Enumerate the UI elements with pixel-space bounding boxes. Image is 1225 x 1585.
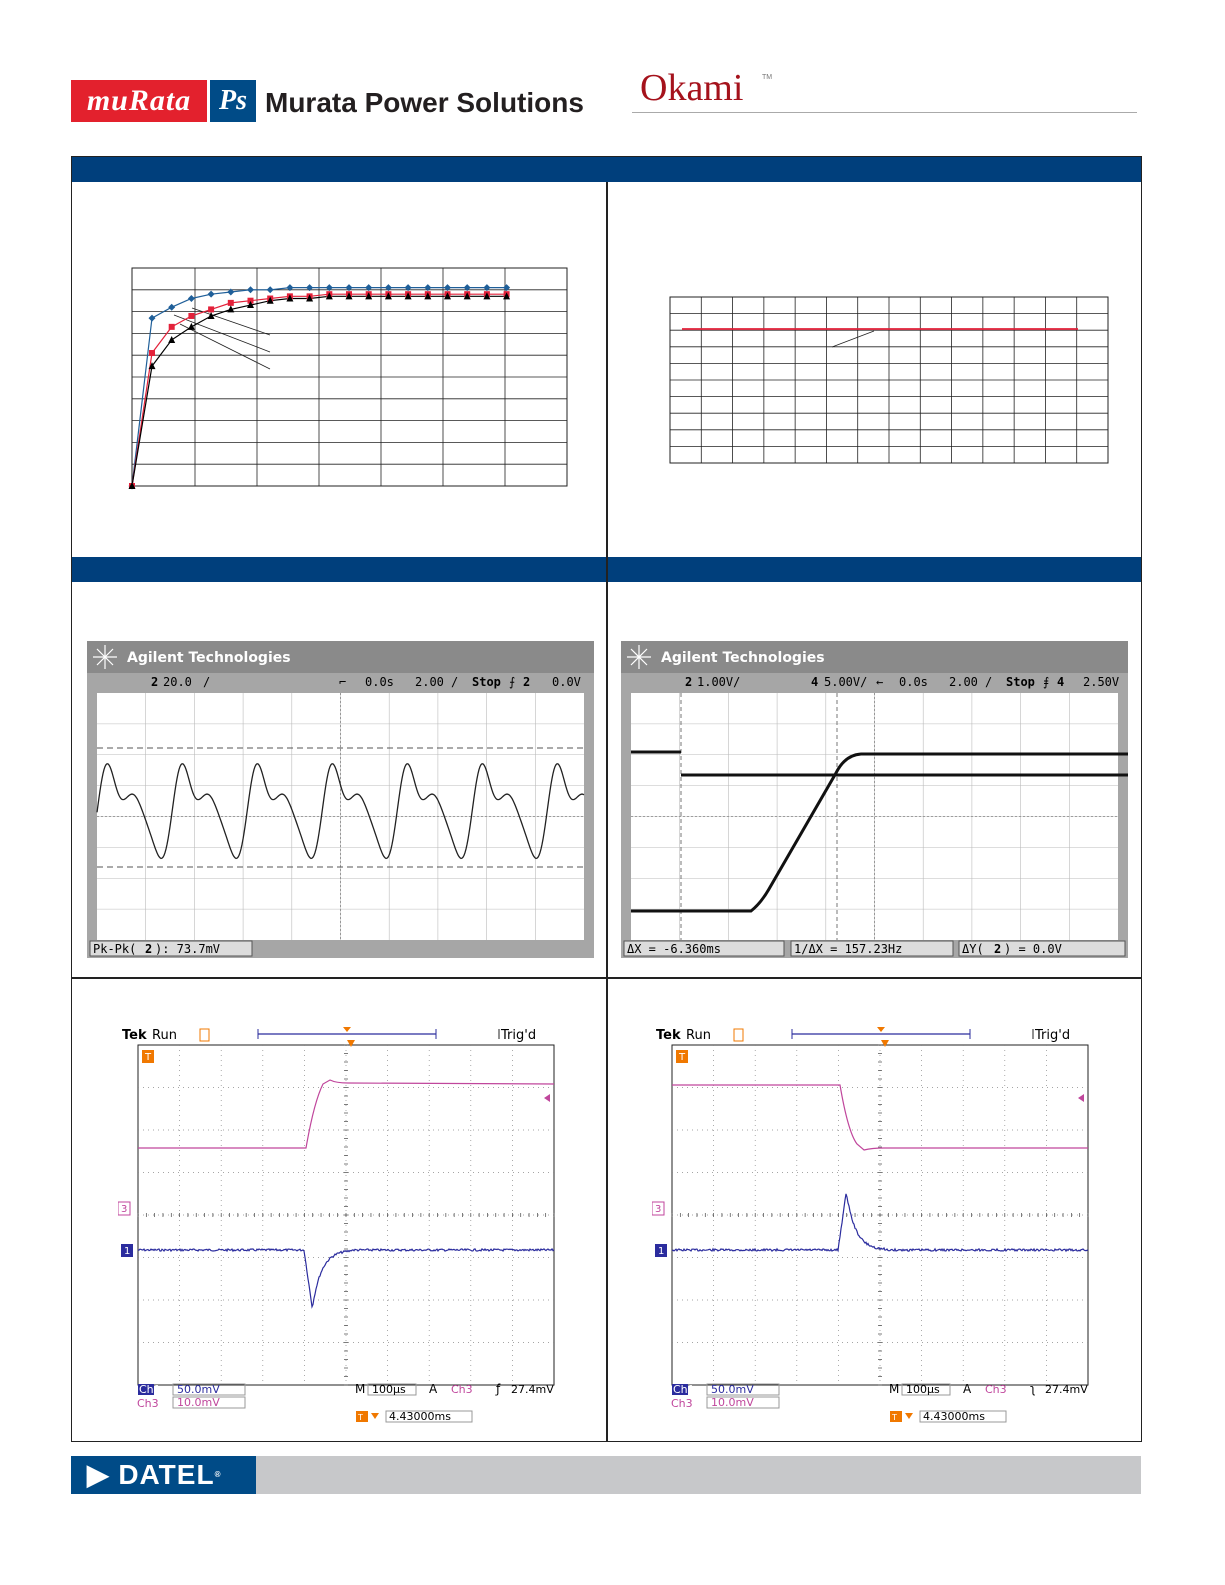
trig-status: Trig'd: [501, 1028, 537, 1043]
run-status: Run: [152, 1028, 177, 1043]
startup-scope: [621, 641, 1128, 958]
ch3-label: Ch3: [137, 1397, 159, 1410]
okami-trademark: TM: [762, 74, 773, 81]
delta-y-channel: 2: [994, 942, 1002, 956]
company-name: Murata Power Solutions: [265, 87, 584, 118]
series-1-point-4: [208, 306, 214, 312]
section-bar-top: [72, 157, 1141, 182]
measure-channel: 2: [145, 942, 153, 956]
ch4-number: 4: [811, 675, 819, 689]
transient-scope-load-up: [118, 1022, 563, 1427]
delta-y-value: ) = 0.0V: [1004, 942, 1062, 956]
measure-label: Pk-Pk(: [93, 942, 137, 956]
trigger-position: 4.43000ms: [923, 1410, 985, 1423]
ch1-marker: 1: [658, 1246, 665, 1257]
series-0-point-6: [247, 286, 254, 293]
ps-logo: Ps: [210, 80, 256, 122]
row-divider: [72, 977, 1141, 979]
trigger-edge-icon: ⨎: [1043, 675, 1050, 689]
ch2-number: 2: [685, 675, 693, 689]
series-0-point-4: [208, 291, 215, 298]
channel-unit: /: [203, 675, 211, 689]
series-1-point-2: [169, 324, 175, 330]
tek-brand: Tek: [122, 1028, 147, 1043]
trigger-source: Ch3: [985, 1383, 1007, 1396]
scope-brand: Agilent Technologies: [127, 650, 291, 666]
series-0-point-2: [168, 304, 175, 311]
series-0-point-7: [267, 286, 274, 293]
run-status: Run: [686, 1028, 711, 1043]
regulation-chart: [660, 290, 1120, 470]
timebase: 100µs: [906, 1383, 940, 1396]
efficiency-chart-grid: [132, 268, 567, 486]
column-divider: [606, 182, 608, 1441]
channel-scale: 20.0: [163, 675, 192, 689]
delta-x: ΔX = -6.360ms: [627, 942, 721, 956]
regulation-chart-lines: [682, 329, 1078, 347]
stop-label: Stop: [1006, 675, 1035, 689]
a-label: A: [429, 1382, 438, 1396]
series-0-point-3: [188, 295, 195, 302]
ch1-label: Ch1: [139, 1383, 161, 1396]
ch1-scale: 50.0mV: [177, 1383, 220, 1396]
header-rule: [632, 112, 1137, 113]
m-label: M: [889, 1382, 900, 1396]
arrow-icon: ←: [876, 675, 884, 689]
trigger-level: 2.50V: [1083, 675, 1120, 689]
time-unit: /: [985, 675, 993, 689]
datel-icon: ▶: [87, 1459, 119, 1490]
series-2-point-2: [168, 336, 175, 343]
trigger-position-icon: T: [892, 1413, 897, 1422]
ripple-scope: [87, 641, 594, 958]
scope-brand: Agilent Technologies: [661, 650, 825, 666]
regulation-chart-grid: [670, 297, 1108, 463]
ch1-label: Ch1: [673, 1383, 695, 1396]
trigger-level: 27.4mV: [511, 1383, 554, 1396]
measure-value: ): 73.7mV: [155, 942, 221, 956]
series-2-point-3: [188, 323, 195, 330]
ch3-marker: 3: [655, 1204, 662, 1215]
ch2-scale: 1.00V/: [697, 675, 741, 689]
trigger-position-icon: T: [358, 1413, 363, 1422]
okami-logo: Okami: [640, 67, 744, 109]
trigger-level: 0.0V: [552, 675, 581, 689]
trigger-level: 27.4mV: [1045, 1383, 1088, 1396]
transient-scope-load-down: [652, 1022, 1097, 1427]
series-0-point-1: [149, 315, 156, 322]
a-label: A: [963, 1382, 972, 1396]
trigger-edge-icon: ƒ: [496, 1382, 501, 1396]
inverse-delta-x: 1/ΔX = 157.23Hz: [794, 942, 903, 956]
trigger-source: Ch3: [451, 1383, 473, 1396]
m-label: M: [355, 1382, 366, 1396]
series-1-point-1: [149, 350, 155, 356]
ch3-scale: 10.0mV: [711, 1396, 754, 1409]
series-1-point-3: [188, 313, 194, 319]
time-offset: 0.0s: [899, 675, 928, 689]
ch3-label: Ch3: [671, 1397, 693, 1410]
time-unit: /: [451, 675, 459, 689]
efficiency-chart: [120, 260, 580, 500]
stop-label: Stop: [472, 675, 501, 689]
ch1-scale: 50.0mV: [711, 1383, 754, 1396]
trigger-channel: 2: [523, 675, 531, 689]
trigger-edge-icon: ʅ: [1030, 1382, 1036, 1396]
ch1-marker: 1: [124, 1246, 131, 1257]
trigger-position: 4.43000ms: [389, 1410, 451, 1423]
trigger-marker: T: [679, 1052, 686, 1063]
series-1-point-5: [228, 300, 234, 306]
trigger-marker-icon: ⌐: [339, 675, 347, 689]
murata-logo: muRata: [71, 80, 207, 122]
leader-line: [832, 331, 874, 347]
trigger-channel: 4: [1057, 675, 1065, 689]
datel-logo: ▶ DATEL®: [71, 1456, 256, 1494]
channel-number: 2: [151, 675, 159, 689]
ch4-scale: 5.00V/: [824, 675, 868, 689]
time-offset: 0.0s: [365, 675, 394, 689]
time-div: 2.00: [949, 675, 978, 689]
tek-brand: Tek: [656, 1028, 681, 1043]
time-div: 2.00: [415, 675, 444, 689]
trigger-marker: T: [145, 1052, 152, 1063]
trig-status: Trig'd: [1035, 1028, 1071, 1043]
trigger-edge-icon: ⨍: [509, 675, 516, 689]
ch3-scale: 10.0mV: [177, 1396, 220, 1409]
delta-y-label: ΔY(: [962, 942, 984, 956]
ch3-marker: 3: [121, 1204, 128, 1215]
timebase: 100µs: [372, 1383, 406, 1396]
